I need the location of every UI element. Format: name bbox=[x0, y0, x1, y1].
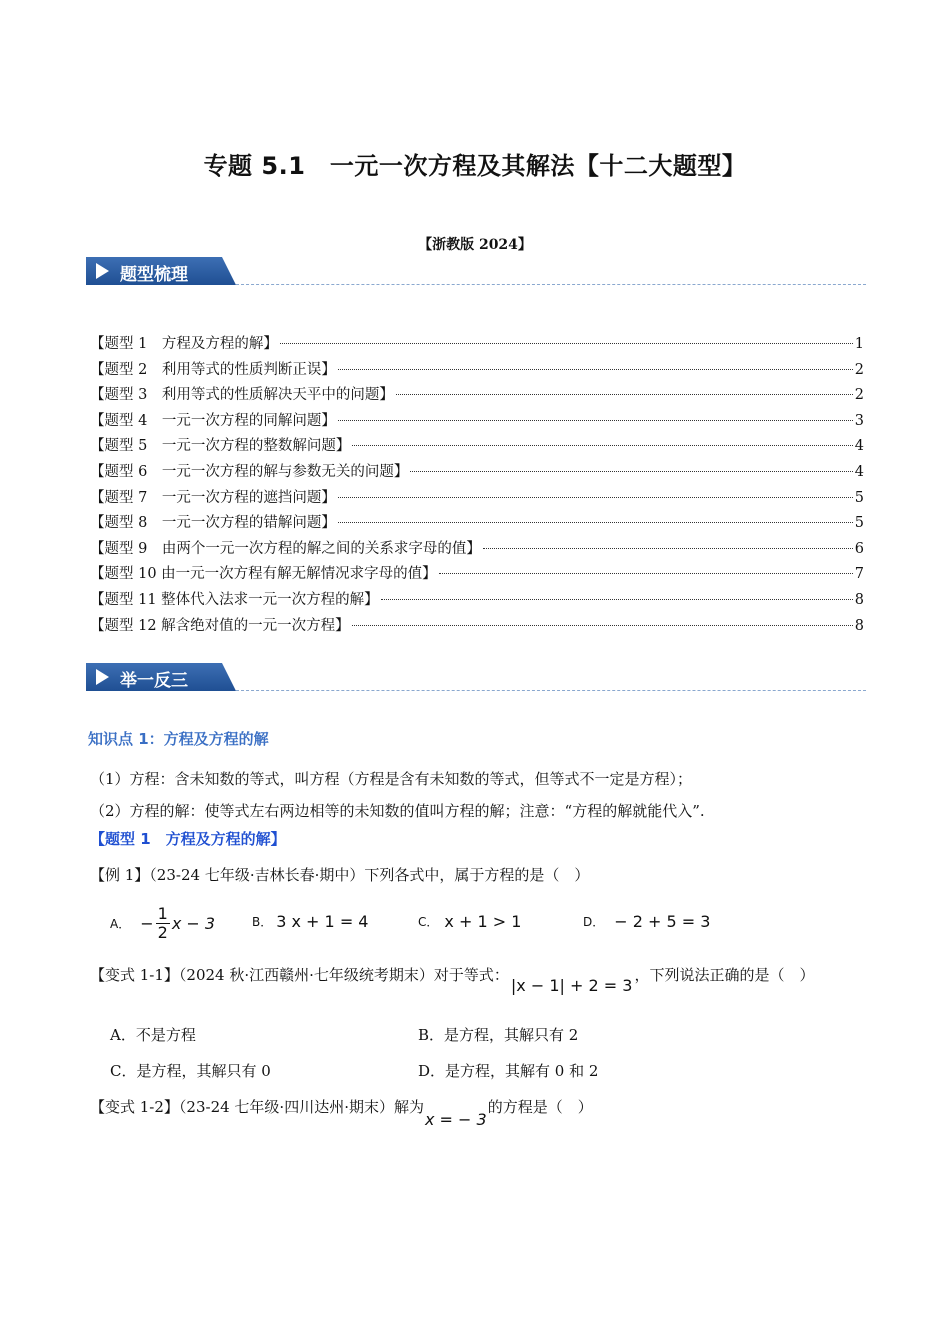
fraction: $\frac{1}{2}$ bbox=[157, 903, 168, 942]
page-title: 专题 5.1 一元一次方程及其解法【十二大题型】 bbox=[203, 152, 747, 180]
option-d[interactable]: D．是方程，其解有 0 和 2 bbox=[418, 1062, 599, 1080]
toc-item[interactable]: 【题型 10 由一元一次方程有解无解情况求字母的值】 7 bbox=[90, 566, 864, 583]
knowledge-point-heading: 知识点 1：方程及方程的解 bbox=[88, 730, 269, 748]
toc-item[interactable]: 【题型 4 一元一次方程的同解问题】 3 bbox=[90, 412, 864, 429]
toc-item[interactable]: 【题型 2 利用等式的性质判断正误】 2 bbox=[90, 361, 864, 378]
banner-label: 举一反三 bbox=[120, 671, 188, 691]
variant-1-1-stem: 【变式 1-1】（2024 秋·江西赣州·七年级统考期末）对于等式： |x − 1| + 2 = 3 ，下列说法正确的是（ ） bbox=[90, 966, 815, 995]
toc-item[interactable]: 【题型 3 利用等式的性质解决天平中的问题】 2 bbox=[90, 387, 864, 404]
toc-item[interactable]: 【题型 1 方程及方程的解】 1 bbox=[90, 336, 864, 352]
toc-item[interactable]: 【题型 9 由两个一元一次方程的解之间的关系求字母的值】 6 bbox=[90, 540, 864, 557]
option-b[interactable]: B．是方程，其解只有 2 bbox=[418, 1026, 579, 1044]
toc-item[interactable]: 【题型 6 一元一次方程的解与参数无关的问题】 4 bbox=[90, 463, 864, 480]
toc-item[interactable]: 【题型 8 一元一次方程的错解问题】 5 bbox=[90, 515, 864, 532]
toc-item[interactable]: 【题型 5 一元一次方程的整数解问题】 4 bbox=[90, 438, 864, 455]
option-c[interactable]: C． x + 1 > 1 bbox=[418, 912, 522, 931]
math-expression: x = − 3 bbox=[424, 1110, 487, 1129]
option-a[interactable]: A．不是方程 bbox=[110, 1026, 196, 1044]
play-triangle-icon bbox=[96, 669, 109, 685]
option-a[interactable]: A． − $\frac{1}{2}$ x − 3 bbox=[110, 903, 216, 942]
banner-label: 题型梳理 bbox=[120, 265, 188, 285]
math-expression: |x − 1| + 2 = 3 bbox=[510, 976, 633, 995]
option-d[interactable]: D． − 2 + 5 = 3 bbox=[583, 912, 711, 931]
variant-1-2-stem: 【变式 1-2】（23-24 七年级·四川达州·期末）解为 x = − 3 的方程是（ ） bbox=[90, 1098, 593, 1129]
edition-label: 【浙教版 2024】 bbox=[418, 237, 532, 253]
banner-question-types bbox=[86, 257, 866, 287]
example-stem: 【例 1】（23-24 七年级·吉林长春·期中）下列各式中，属于方程的是（ ） bbox=[90, 866, 590, 884]
play-triangle-icon bbox=[96, 263, 109, 279]
knowledge-paragraph: （2）方程的解：使等式左右两边相等的未知数的值叫方程的解；注意：“方程的解就能代入”. bbox=[90, 802, 705, 820]
banner-practice bbox=[86, 663, 866, 693]
question-type-heading: 【题型 1 方程及方程的解】 bbox=[90, 830, 286, 848]
option-c[interactable]: C．是方程，其解只有 0 bbox=[110, 1062, 271, 1080]
knowledge-paragraph: （1）方程：含未知数的等式，叫方程（方程是含有未知数的等式，但等式不一定是方程）； bbox=[90, 770, 693, 788]
toc-item[interactable]: 【题型 7 一元一次方程的遮挡问题】 5 bbox=[90, 489, 864, 506]
option-b[interactable]: B． 3 x + 1 = 4 bbox=[252, 912, 369, 931]
toc-item[interactable]: 【题型 12 解含绝对值的一元一次方程】 8 bbox=[90, 617, 864, 634]
toc-item[interactable]: 【题型 11 整体代入法求一元一次方程的解】 8 bbox=[90, 591, 864, 608]
table-of-contents bbox=[90, 332, 864, 639]
